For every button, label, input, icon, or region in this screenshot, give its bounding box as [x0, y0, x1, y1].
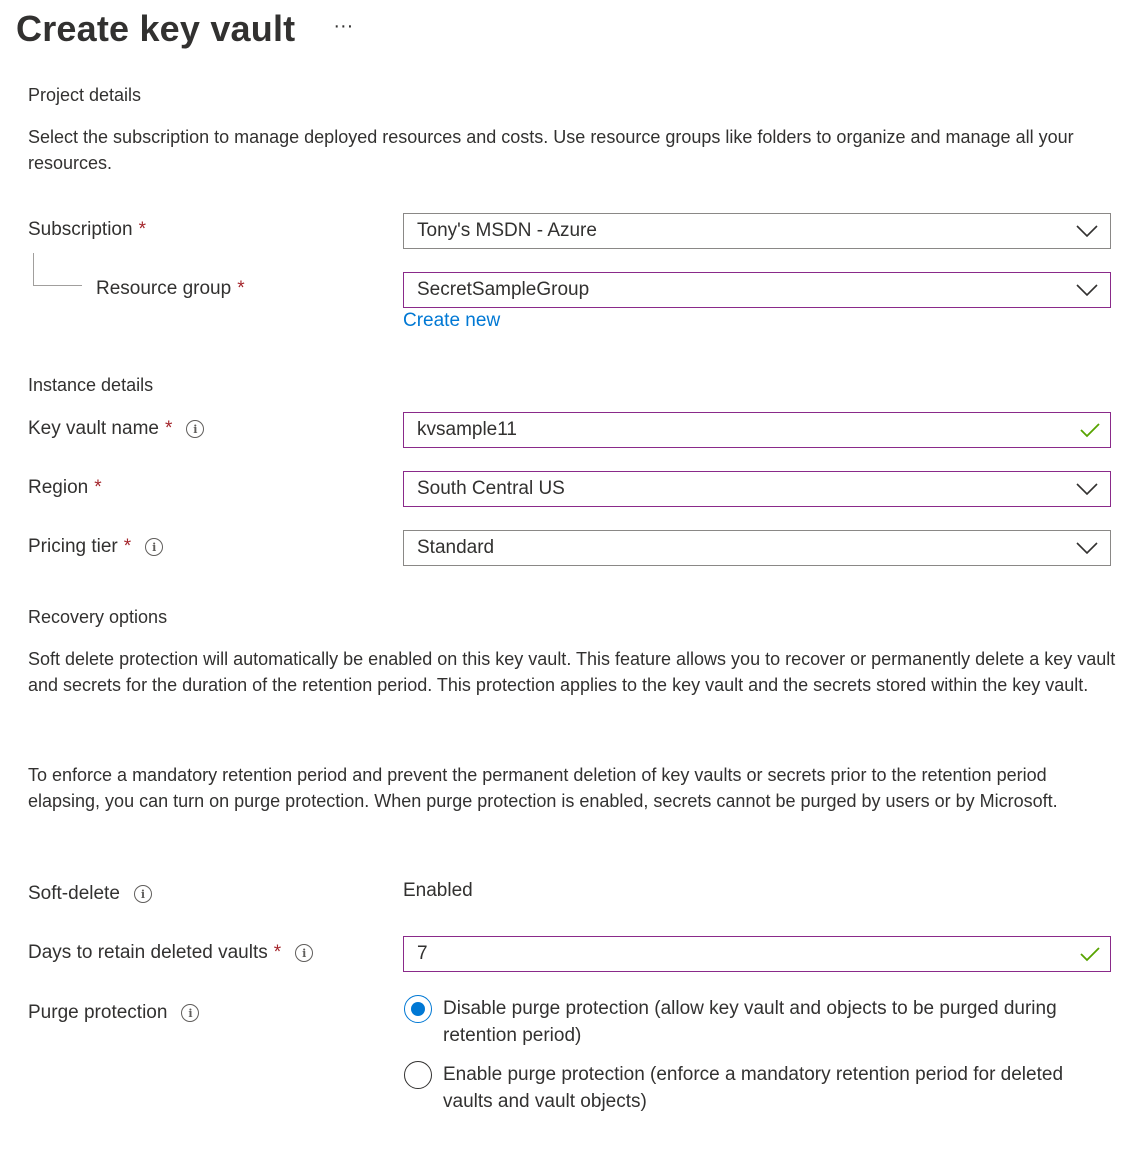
key-vault-name-label — [28, 418, 204, 440]
info-icon[interactable]: i — [295, 944, 313, 962]
soft-delete-label-text: Soft-delete — [28, 883, 120, 904]
checkmark-icon — [1080, 422, 1100, 438]
soft-delete-value: Enabled — [403, 880, 473, 901]
region-label — [28, 477, 102, 499]
disable-purge-protection-label: Disable purge protection (allow key vault and objects to be purged during retention period) — [443, 998, 1057, 1046]
subscription-dropdown[interactable] — [403, 213, 1111, 249]
checkmark-icon — [1080, 946, 1100, 962]
days-to-retain-label-text: Days to retain deleted vaults — [28, 942, 268, 963]
purge-protection-label — [28, 1002, 199, 1024]
days-to-retain-input[interactable] — [403, 936, 1111, 972]
pricing-tier-value: Standard — [417, 537, 495, 558]
required-indicator: * — [94, 477, 102, 498]
chevron-down-icon — [1076, 542, 1098, 554]
resource-group-label — [96, 278, 245, 300]
chevron-down-icon — [1076, 284, 1098, 296]
project-details-description: Select the subscription to manage deployed resources and costs. Use resource groups like folders to organize and manage all your resources. — [28, 127, 1074, 173]
required-indicator: * — [237, 278, 245, 299]
project-details-heading: Project details — [28, 85, 142, 105]
required-indicator: * — [138, 219, 146, 240]
radio-button-selected[interactable] — [404, 995, 432, 1023]
info-icon[interactable]: i — [145, 538, 163, 556]
soft-delete-description: Soft delete protection will automatically be enabled on this key vault. This feature allows you to recover or permanently delete a key vault and secrets for the duration of the retention period. This protection applies to the key vault and the secrets stored within the key vault. — [28, 649, 1116, 695]
resource-group-dropdown[interactable] — [403, 272, 1111, 308]
radio-dot — [411, 1002, 425, 1016]
subscription-label — [28, 219, 146, 241]
days-to-retain-label — [28, 942, 313, 964]
pricing-tier-dropdown[interactable] — [403, 530, 1111, 566]
chevron-down-icon — [1076, 225, 1098, 237]
key-vault-name-value: kvsample11 — [417, 419, 517, 440]
key-vault-name-input[interactable] — [403, 412, 1111, 448]
page-header — [16, 8, 353, 50]
subscription-label-text: Subscription — [28, 219, 133, 240]
region-dropdown[interactable] — [403, 471, 1111, 507]
required-indicator: * — [164, 418, 173, 439]
enable-purge-protection-label: Enable purge protection (enforce a mandatory retention period for deleted vaults and vault objects) — [443, 1064, 1064, 1112]
enable-purge-protection-radio[interactable] — [404, 1061, 1103, 1115]
pricing-tier-label-text: Pricing tier — [28, 536, 118, 557]
required-indicator: * — [123, 536, 132, 557]
soft-delete-label — [28, 883, 152, 905]
info-icon[interactable]: i — [134, 885, 152, 903]
days-to-retain-value: 7 — [417, 943, 428, 964]
radio-button[interactable] — [404, 1061, 432, 1089]
pricing-tier-label — [28, 536, 163, 558]
more-options-button[interactable]: ··· — [333, 15, 354, 37]
create-new-resource-group-link[interactable]: Create new — [403, 310, 501, 331]
chevron-down-icon — [1076, 483, 1098, 495]
recovery-options-heading: Recovery options — [28, 607, 168, 627]
purge-protection-description: To enforce a mandatory retention period and prevent the permanent deletion of key vaults or secrets prior to the retention period elapsing, you can turn on purge protection. When purge protection is enabled, secrets cannot be purged by users or by Microsoft. — [28, 765, 1058, 811]
subscription-value: Tony's MSDN - Azure — [417, 220, 597, 241]
required-indicator: * — [273, 942, 282, 963]
instance-details-heading: Instance details — [28, 375, 154, 395]
page-title: Create key vault — [16, 8, 296, 49]
disable-purge-protection-radio[interactable] — [404, 995, 1103, 1049]
info-icon[interactable]: i — [186, 420, 204, 438]
region-value: South Central US — [417, 478, 565, 499]
tree-connector — [33, 253, 82, 286]
resource-group-label-text: Resource group — [96, 278, 232, 299]
purge-protection-label-text: Purge protection — [28, 1002, 168, 1023]
region-label-text: Region — [28, 477, 89, 498]
info-icon[interactable]: i — [181, 1004, 199, 1022]
key-vault-name-label-text: Key vault name — [28, 418, 159, 439]
resource-group-value: SecretSampleGroup — [417, 279, 590, 300]
